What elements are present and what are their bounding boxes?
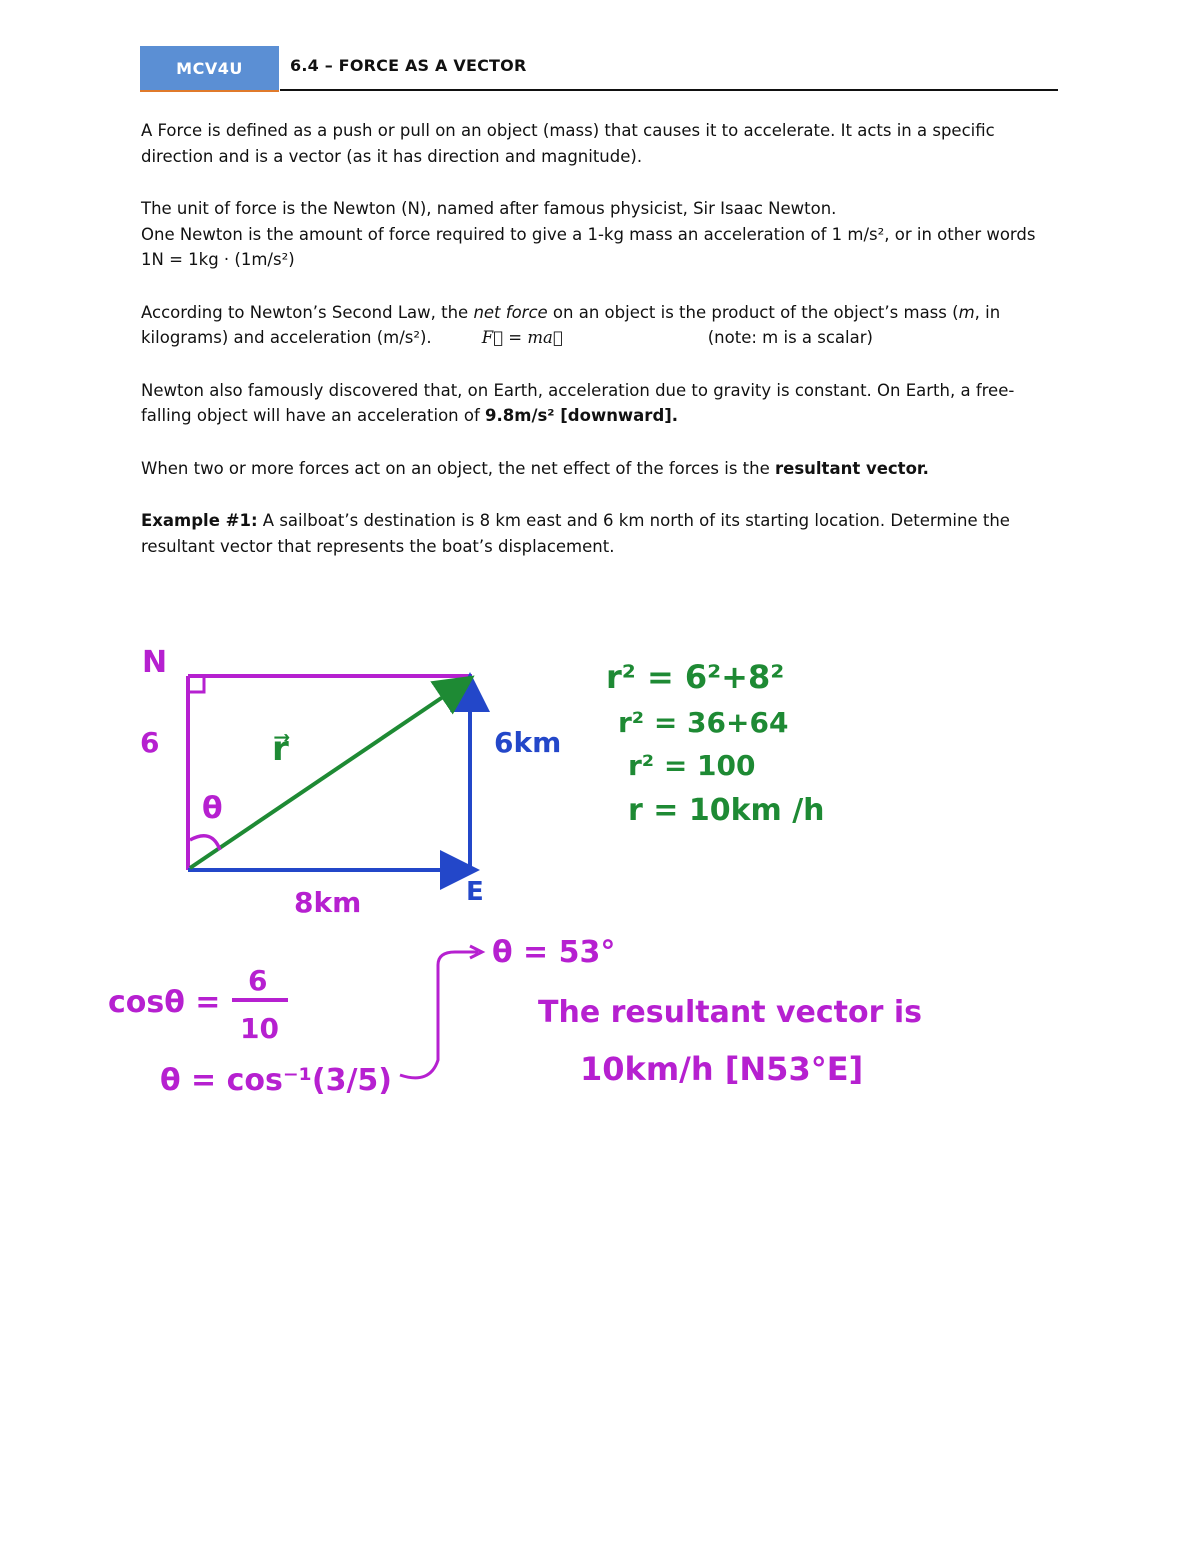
badge-underline [140, 90, 279, 92]
pythagoras-step-2: r² = 36+64 [618, 706, 789, 739]
side-length-label: 6 [140, 726, 160, 759]
vector-r-label: r⃗ [272, 729, 289, 769]
right-angle-mark [188, 676, 204, 692]
scalar-note: (note: m is a scalar) [707, 328, 873, 347]
theta-label: θ [202, 791, 223, 826]
resultant-paragraph: When two or more forces act on an object, the net effect of the forces is the resultant vector. [141, 458, 929, 478]
resultant-vector-arrow [190, 680, 468, 868]
pythagoras-step-3: r² = 100 [628, 749, 756, 782]
pythagoras-result: r = 10km /h [628, 793, 825, 828]
fraction-numerator: 6 [248, 964, 268, 997]
right-side-label: 6km [494, 726, 562, 759]
force-formula: F⃗ = ma⃗ [481, 328, 563, 347]
unit-paragraph: The unit of force is the Newton (N), named after famous physicist, Sir Isaac Newton. [141, 199, 837, 218]
example-paragraph: Example #1: A sailboat’s destination is 8 km east and 6 km north of its starting location. Determine the resultant vector that represents the boat’s displacement. [141, 511, 1010, 556]
angle-result: θ = 53° [492, 935, 616, 970]
handwritten-diagram [0, 600, 1200, 1120]
east-label: E [466, 877, 484, 907]
page-header [140, 46, 1058, 92]
newton-definition-paragraph: One Newton is the amount of force required to give a 1-kg mass an acceleration of 1 m/s², or in other words 1N = 1kg · (1m/s²) [141, 224, 1036, 269]
answer-line-1: The resultant vector is [538, 995, 922, 1030]
angle-arc [190, 836, 220, 850]
cosine-equation: cosθ = [108, 985, 221, 1020]
inverse-cosine-equation: θ = cos⁻¹(3/5) [160, 1063, 392, 1098]
answer-line-2: 10km/h [N53°E] [580, 1050, 864, 1088]
second-law-paragraph: According to Newton’s Second Law, the net force on an object is the product of the object’s mass (m, in kilograms) and acceleration (m/s²). F⃗ = ma⃗ (note: m is a scalar) [141, 302, 1001, 347]
bracket-connector [400, 952, 478, 1078]
lesson-text [141, 118, 1061, 586]
course-code-badge: MCV4U [140, 46, 279, 91]
pythagoras-step-1: r² = 6²+8² [606, 658, 785, 696]
page-title: 6.4 – FORCE AS A VECTOR [290, 56, 527, 75]
definition-paragraph: A Force is defined as a push or pull on an object (mass) that causes it to accelerate. It acts in a specific direction and is a vector (as it has direction and magnitude). [141, 121, 995, 166]
north-label: N [142, 645, 168, 680]
fraction-denominator: 10 [240, 1012, 279, 1045]
gravity-paragraph: Newton also famously discovered that, on Earth, acceleration due to gravity is constant. On Earth, a free-falling object will have an acceleration of 9.8m/s² [downward]. [141, 380, 1015, 425]
bottom-side-label: 8km [294, 886, 362, 919]
title-divider [280, 89, 1058, 91]
